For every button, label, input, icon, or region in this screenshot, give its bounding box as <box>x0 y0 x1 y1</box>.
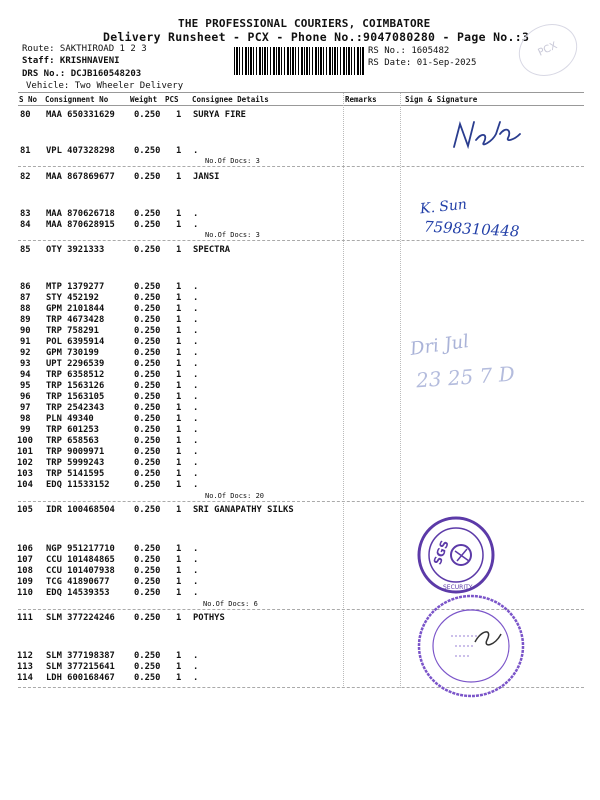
docs-count: No.Of Docs: 3 <box>205 231 260 239</box>
table-row: 112 SLM 377198387 0.250 1 . <box>17 651 199 661</box>
docs-count: No.Of Docs: 3 <box>205 157 260 165</box>
table-row: 91 POL 6395914 0.250 1 . <box>20 337 199 347</box>
group-separator <box>18 501 584 502</box>
vehicle-label: Vehicle: Two Wheeler Delivery <box>26 81 184 91</box>
route-label: Route: SAKTHIROAD 1 2 3 <box>22 44 147 54</box>
table-row: 107 CCU 101484865 0.250 1 . <box>17 555 199 565</box>
table-row: 98 PLN 49340 0.250 1 . <box>20 414 199 424</box>
col-consignment: Consignment No <box>45 95 109 104</box>
table-row: 97 TRP 2542343 0.250 1 . <box>20 403 199 413</box>
signature-scribble <box>448 112 528 157</box>
table-row: 104 EDQ 11533152 0.250 1 . <box>17 480 199 490</box>
runsheet-title: Delivery Runsheet - PCX - Phone No.:9047080280 - Page No.:3 <box>103 30 530 44</box>
table-row: 86 MTP 1379277 0.250 1 . <box>20 282 199 292</box>
stamp-sgs-text: SGS <box>430 538 452 567</box>
table-row: 82 MAA 867869677 0.250 1 JANSI <box>20 172 220 182</box>
table-row: 113 SLM 377215641 0.250 1 . <box>17 662 199 672</box>
table-row: 88 GPM 2101844 0.250 1 . <box>20 304 199 314</box>
faint-handwriting-1: Dri Jul <box>408 330 471 361</box>
col-remarks: Remarks <box>345 95 377 104</box>
col-pcs: PCS <box>165 95 179 104</box>
table-row: 81 VPL 407328298 0.250 1 . <box>20 146 199 156</box>
handwritten-name: K. Sun <box>419 196 468 218</box>
table-row: 111 SLM 377224246 0.250 1 POTHYS <box>17 613 225 623</box>
table-header-border <box>18 105 584 106</box>
table-row: 90 TRP 758291 0.250 1 . <box>20 326 199 336</box>
docs-count: No.Of Docs: 20 <box>205 492 265 500</box>
table-row: 80 MAA 650331629 0.250 1 SURYA FIRE <box>20 110 246 120</box>
drs-number: DRS No.: DCJB160548203 <box>22 69 142 79</box>
table-row: 109 TCG 41890677 0.250 1 . <box>17 577 199 587</box>
faint-handwriting-2: 23 25 7 D <box>415 361 516 393</box>
table-row: 83 MAA 870626718 0.250 1 . <box>20 209 199 219</box>
table-row: 100 TRP 658563 0.250 1 . <box>17 436 199 446</box>
table-row: 93 UPT 2296539 0.250 1 . <box>20 359 199 369</box>
table-row: 89 TRP 4673428 0.250 1 . <box>20 315 199 325</box>
corner-stamp: PCX <box>510 15 586 86</box>
table-row: 95 TRP 1563126 0.250 1 . <box>20 381 199 391</box>
col-weight: Weight <box>130 95 158 104</box>
table-row: 92 GPM 730199 0.250 1 . <box>20 348 199 358</box>
table-row: 105 IDR 100468504 0.250 1 SRI GANAPATHY SILKS <box>17 505 294 515</box>
col-consignee: Consignee Details <box>192 95 269 104</box>
col-signature: Sign & Signature <box>405 95 478 104</box>
rs-number: RS No.: 1605482 <box>368 46 450 56</box>
table-row: 110 EDQ 14539353 0.250 1 . <box>17 588 199 598</box>
group-separator <box>18 166 584 167</box>
table-row: 96 TRP 1563105 0.250 1 . <box>20 392 199 402</box>
table-row: 106 NGP 951217710 0.250 1 . <box>17 544 199 554</box>
oval-stamp <box>415 590 527 702</box>
stamp-security-text: SECURITY <box>443 584 473 591</box>
docs-count: No.Of Docs: 6 <box>203 600 258 608</box>
handwritten-phone: 7598310448 <box>423 217 520 241</box>
col-sno: S No <box>19 95 38 104</box>
table-row: 108 CCU 101407938 0.250 1 . <box>17 566 199 576</box>
group-separator <box>18 240 584 241</box>
table-row: 103 TRP 5141595 0.250 1 . <box>17 469 199 479</box>
table-row: 84 MAA 870628915 0.250 1 . <box>20 220 199 230</box>
table-row: 99 TRP 601253 0.250 1 . <box>20 425 199 435</box>
rs-date: RS Date: 01-Sep-2025 <box>368 58 477 68</box>
table-row: 94 TRP 6358512 0.250 1 . <box>20 370 199 380</box>
table-row: 87 STY 452192 0.250 1 . <box>20 293 199 303</box>
staff-label: Staff: KRISHNAVENI <box>22 56 120 66</box>
table-row: 102 TRP 5999243 0.250 1 . <box>17 458 199 468</box>
table-row: 114 LDH 600168467 0.250 1 . <box>17 673 199 683</box>
company-name: THE PROFESSIONAL COURIERS, COIMBATORE <box>178 17 431 30</box>
table-row: 85 OTY 3921333 0.250 1 SPECTRA <box>20 245 231 255</box>
barcode <box>234 47 364 75</box>
table-row: 101 TRP 9009971 0.250 1 . <box>17 447 199 457</box>
table-top-border <box>18 92 584 93</box>
